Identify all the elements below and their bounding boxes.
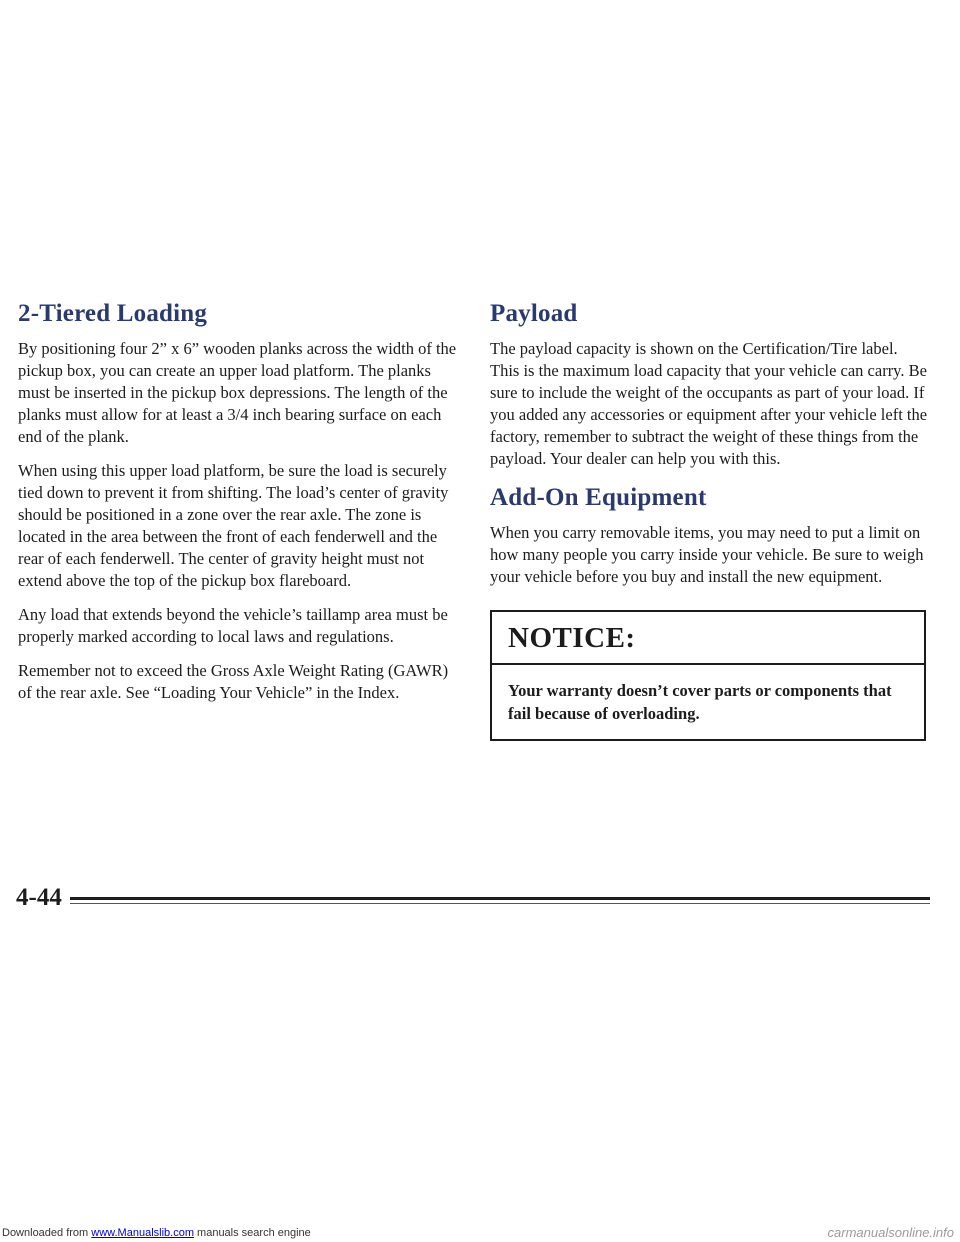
download-bar xyxy=(0,1225,960,1242)
download-suffix: manuals search engine xyxy=(193,1227,311,1239)
paragraph-load-platform: When using this upper load platform, be sure the load is securely tied down to prevent it from shifting. The load’s center of gravity should be positioned in a zone over the rear axle. The zone is located in the area between the front of each fenderwell and the rear of each fenderwell. The center of gravity height must not extend above the top of the pickup box flareboard. xyxy=(18,461,449,590)
section-title-2-tiered-loading: 2-Tiered Loading xyxy=(18,300,208,327)
paragraph-gawr: Remember not to exceed the Gross Axle Weight Rating (GAWR) of the rear axle. See “Loading Your Vehicle” in the Index. xyxy=(18,661,449,702)
notice-box xyxy=(490,610,926,741)
left-column xyxy=(18,300,458,716)
page-number: 4-44 xyxy=(16,884,66,912)
paragraph-add-on: When you carry removable items, you may need to put a limit on how many people you carry inside your vehicle. Be sure to weigh your vehicle before you buy and install the new equipment. xyxy=(490,523,924,586)
section-title-payload: Payload xyxy=(490,300,578,327)
paragraph-payload: The payload capacity is shown on the Certification/Tire label. This is the maximum load capacity that your vehicle can carry. Be sure to include the weight of the occupants as part of your load. If you added any accessories or equipment after your vehicle left the factory, remember to subtract the weight of these things from the payload. Your dealer can help you with this. xyxy=(490,339,928,468)
section-title-add-on-equipment: Add-On Equipment xyxy=(490,484,707,511)
watermark-text: carmanualsonline.info xyxy=(827,1225,954,1240)
download-prefix: Downloaded from xyxy=(2,1227,92,1239)
footer-rule xyxy=(70,897,930,900)
paragraph-taillamp: Any load that extends beyond the vehicle’s taillamp area must be properly marked according to local laws and regulations. xyxy=(18,605,448,646)
right-column xyxy=(490,300,930,741)
notice-text: Your warranty doesn’t cover parts or components that fail because of overloading. xyxy=(508,681,892,723)
notice-title: NOTICE: xyxy=(492,612,924,665)
paragraph-planks: By positioning four 2” x 6” wooden planks across the width of the pickup box, you can create an upper load platform. The planks must be inserted in the pickup box depressions. The length of the planks must allow for at least a 3/4 inch bearing surface on each end of the plank. xyxy=(18,339,457,446)
footer-rule-thin xyxy=(70,903,930,904)
download-note xyxy=(2,1227,311,1239)
manualslib-link[interactable]: www.Manualslib.com xyxy=(91,1227,194,1239)
